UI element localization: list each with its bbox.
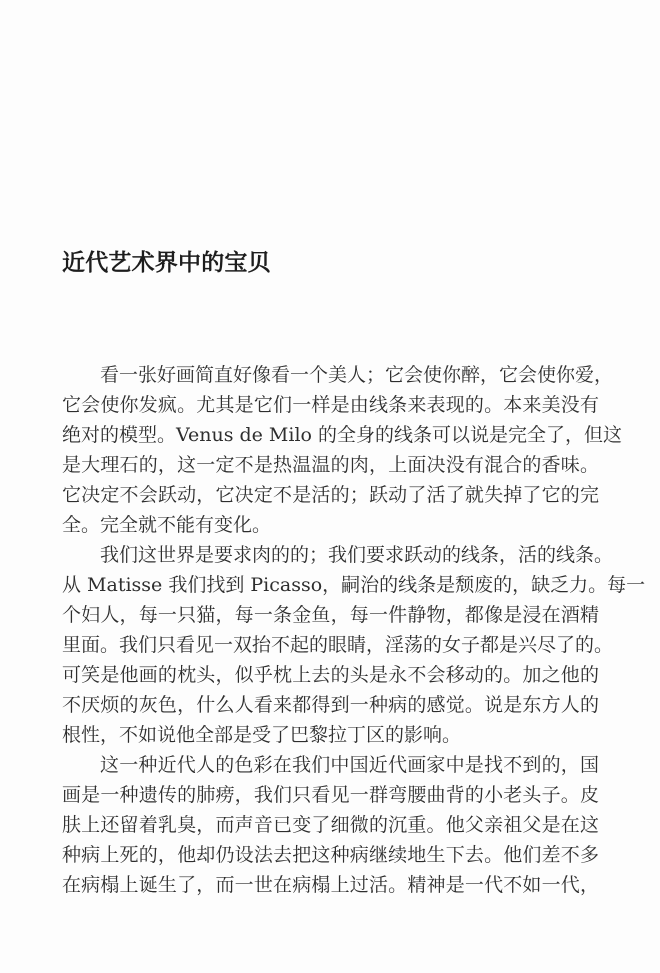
text-line: 个妇人，每一只猫，每一条金鱼，每一件静物，都像是浸在酒精 [62, 604, 599, 626]
text-line: 它决定不会跃动，它决定不是活的；跃动了活了就失掉了它的完 [62, 484, 599, 506]
article-title: 近代艺术界中的宝贝 [62, 249, 271, 277]
text-line: 不厌烦的灰色，什么人看来都得到一种病的感觉。说是东方人的 [62, 694, 599, 716]
text-line: 这一种近代人的色彩在我们中国近代画家中是找不到的，国 [100, 754, 599, 776]
text-line: 可笑是他画的枕头，似乎枕上去的头是永不会移动的。加之他的 [62, 664, 599, 686]
article-body [62, 360, 646, 900]
text-line: 里面。我们只看见一双抬不起的眼睛，淫荡的女子都是兴尽了的。 [62, 634, 614, 656]
paragraph-2 [62, 540, 646, 750]
paragraph-3 [62, 750, 599, 900]
text-line: 我们这世界是要求肉的的；我们要求跃动的线条，活的线条。 [100, 544, 614, 566]
text-line: 它会使你发疯。尤其是它们一样是由线条来表现的。本来美没有 [62, 394, 599, 416]
text-line: 画是一种遗传的肺痨，我们只看见一群弯腰曲背的小老头子。皮 [62, 784, 599, 806]
text-line: 从 Matisse 我们找到 Picasso，嗣治的线条是颓废的，缺乏力。每一 [62, 574, 646, 596]
text-line: 肤上还留着乳臭，而声音已变了细微的沉重。他父亲祖父是在这 [62, 814, 599, 836]
text-line: 全。完全就不能有变化。 [62, 514, 272, 536]
text-line: 看一张好画简直好像看一个美人；它会使你醉，它会使你爱， [100, 364, 614, 386]
text-line: 种病上死的，他却仍设法去把这种病继续地生下去。他们差不多 [62, 844, 599, 866]
text-line: 根性，不如说他全部是受了巴黎拉丁区的影响。 [62, 724, 462, 746]
paragraph-1 [62, 360, 623, 540]
text-line: 绝对的模型。Venus de Milo 的全身的线条可以说是完全了，但这 [62, 424, 623, 446]
text-line: 是大理石的，这一定不是热温温的肉，上面决没有混合的香味。 [62, 454, 599, 476]
text-line: 在病榻上诞生了，而一世在病榻上过活。精神是一代不如一代， [62, 874, 599, 896]
